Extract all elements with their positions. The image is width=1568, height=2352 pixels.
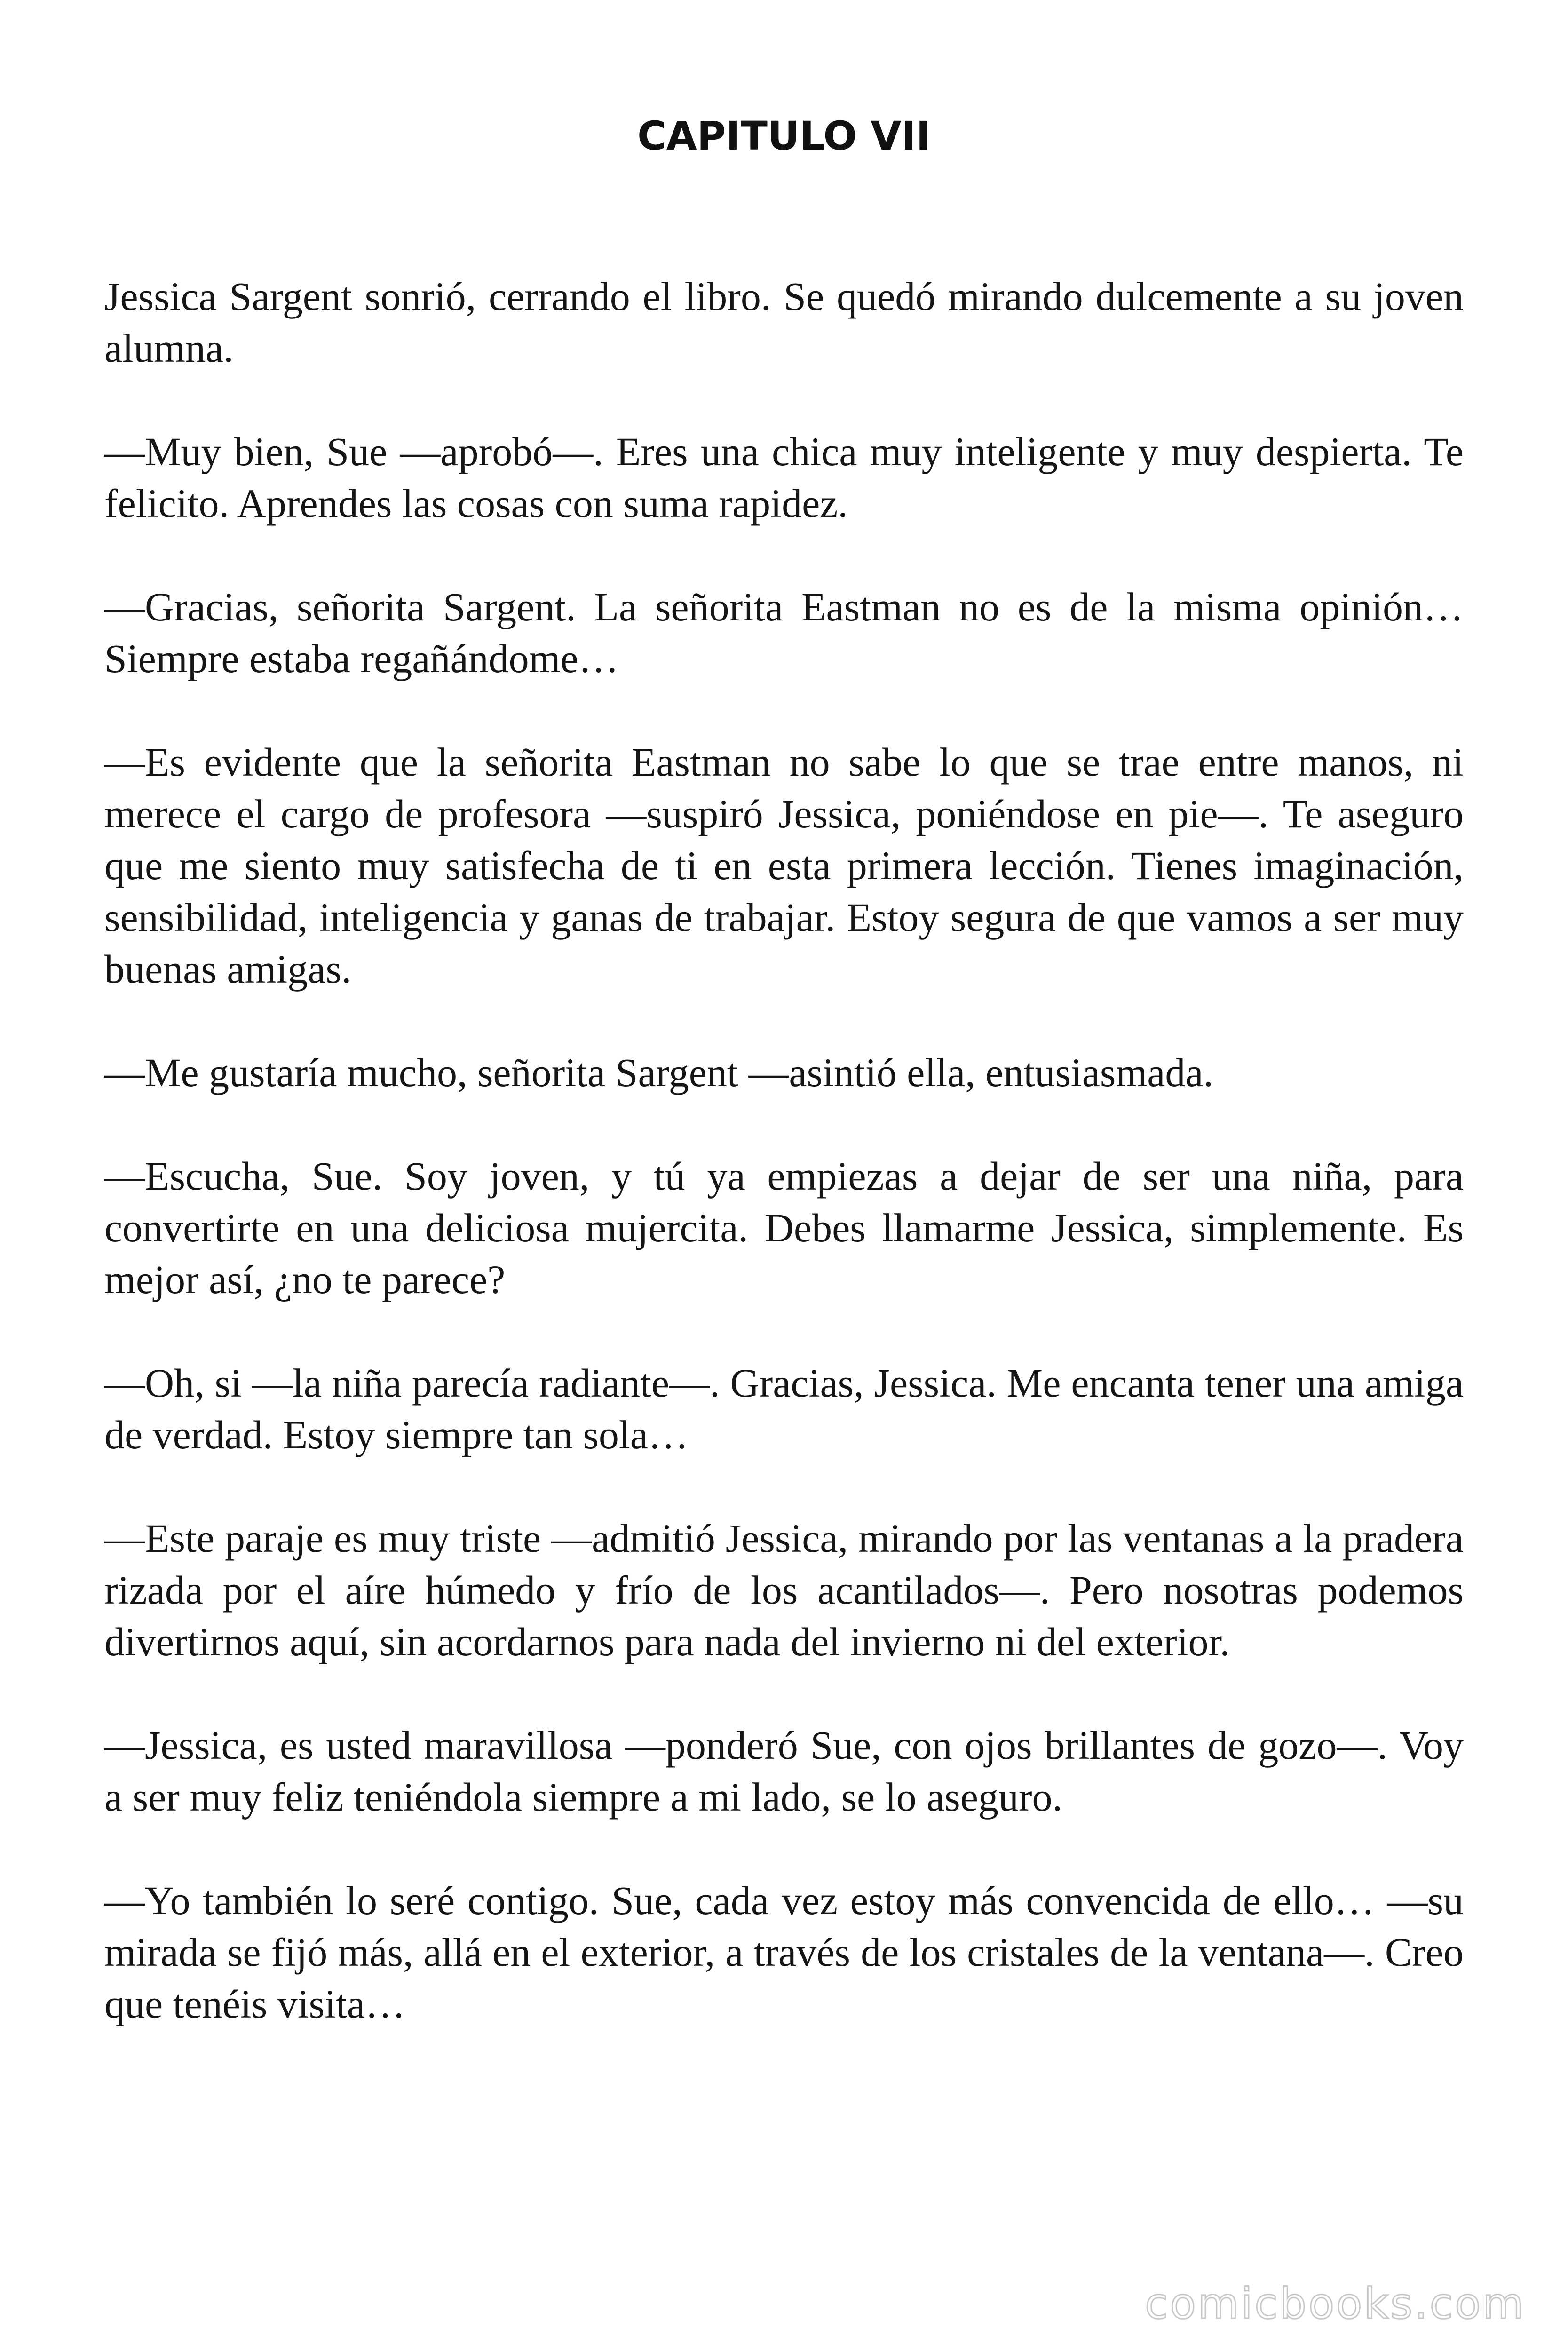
paragraph-9: —Jessica, es usted maravillosa —ponderó Sue, con ojos brillantes de gozo—. Voy a ser muy feliz teniéndola siempre a mi lado, se lo aseguro.	[104, 1723, 1464, 1820]
watermark: comicbooks.com	[1145, 2279, 1526, 2328]
paragraph-1: Jessica Sargent sonrió, cerrando el libro. Se quedó mirando dulcemente a su joven alumna.	[104, 274, 1464, 371]
chapter-title: CAPITULO VII	[637, 113, 931, 159]
paragraph-5: —Me gustaría mucho, señorita Sargent —asintió ella, entusiasmada.	[104, 1050, 1214, 1095]
paragraph-8: —Este paraje es muy triste —admitió Jessica, mirando por las ventanas a la pradera rizada por el aíre húmedo y frío de los acantilados—. Pero nosotras podemos divertirnos aquí, sin acordarnos para nada del invierno ni del exterior.	[104, 1516, 1464, 1664]
chapter-body	[104, 270, 1464, 2082]
paragraph-7: —Oh, si —la niña parecía radiante—. Gracias, Jessica. Me encanta tener una amiga de verdad. Estoy siempre tan sola…	[104, 1360, 1464, 1457]
paragraph-2: —Muy bien, Sue —aprobó—. Eres una chica muy inteligente y muy despierta. Te felicito. Aprendes las cosas con suma rapidez.	[104, 429, 1464, 526]
paragraph-3: —Gracias, señorita Sargent. La señorita Eastman no es de la misma opinión… Siempre estaba regañándome…	[104, 584, 1464, 681]
paragraph-4: —Es evidente que la señorita Eastman no sabe lo que se trae entre manos, ni merece el cargo de profesora —suspiró Jessica, poniéndose en pie—. Te aseguro que me siento muy satisfecha de ti en esta primera lección. Tienes imaginación, sensibilidad, inteligencia y ganas de trabajar. Estoy segura de que vamos a ser muy buenas amigas.	[104, 739, 1464, 992]
paragraph-10: —Yo también lo seré contigo. Sue, cada vez estoy más convencida de ello… —su mirada se fijó más, allá en el exterior, a través de los cristales de la ventana—. Creo que tenéis visita…	[104, 1878, 1464, 2026]
paragraph-6: —Escucha, Sue. Soy joven, y tú ya empiezas a dejar de ser una niña, para convertirte en una deliciosa mujercita. Debes llamarme Jessica, simplemente. Es mejor así, ¿no te parece?	[104, 1153, 1464, 1302]
